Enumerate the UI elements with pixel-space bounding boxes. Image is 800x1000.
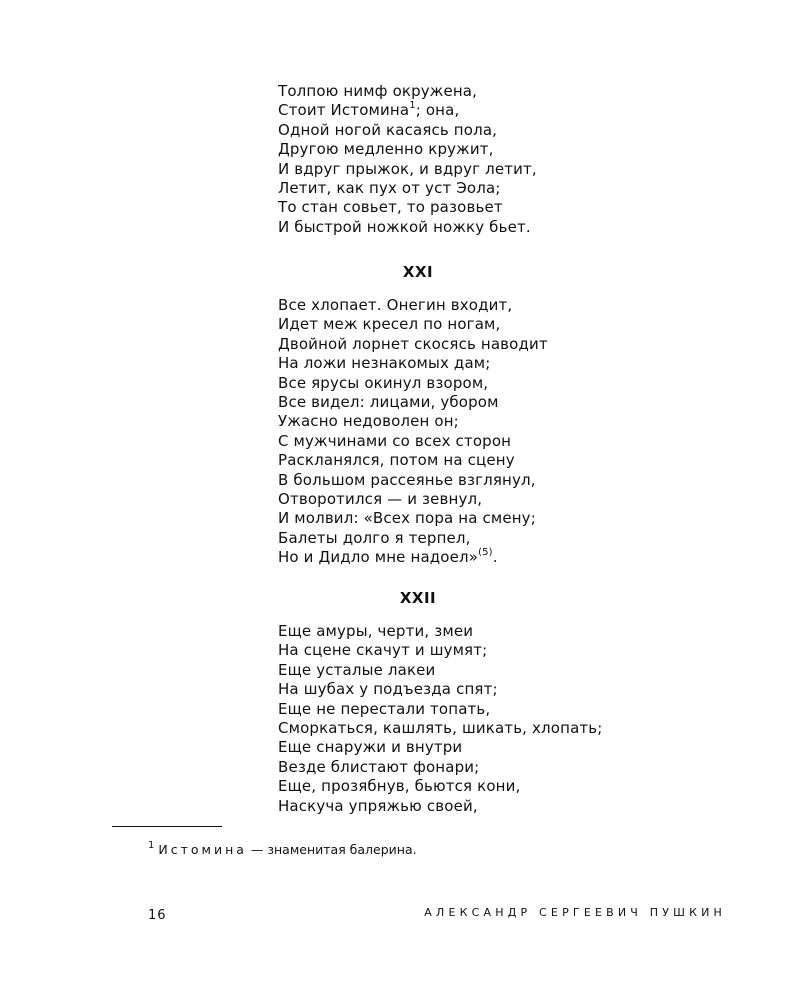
verse-line-text: ; она, (415, 101, 460, 120)
page-number: 16 (148, 908, 167, 923)
stanza-heading-xxii: XXII (399, 589, 437, 607)
stanza-xxii (278, 622, 603, 816)
endnote-marker[interactable]: (5) (478, 547, 493, 559)
verse-line: Балеты долго я терпел, (278, 528, 471, 547)
verse-line: Еще не перестали топать, (278, 699, 491, 718)
verse-line: Все ярусы окинул взором, (278, 373, 489, 392)
footnote-number: 1 (148, 839, 155, 851)
verse-line: Еще усталые лакеи (278, 660, 436, 679)
footnote-text: — знаменитая балерина. (246, 842, 417, 857)
verse-line (278, 101, 537, 120)
footnote (148, 839, 417, 857)
verse-line-text: . (492, 548, 498, 567)
verse-line: Еще, прозябнув, бьются кони, (278, 777, 521, 796)
verse-line: Еще снаружи и внутри (278, 738, 463, 757)
verse-line: На шубах у подъезда спят; (278, 680, 498, 699)
stanza-xxi (278, 296, 548, 568)
verse-line: Другою медленно кружит, (278, 140, 494, 159)
verse-line-text: Но и Дидло мне надоел» (278, 548, 479, 567)
verse-line: Толпою нимф окружена, (278, 82, 478, 100)
verse-line: Одной ногой касаясь пола, (278, 120, 498, 139)
verse-line: И молвил: «Всех пора на смену; (278, 509, 536, 528)
verse-line: То стан совьет, то разовьет (278, 198, 503, 217)
verse-line: Еще амуры, черти, змеи (278, 622, 474, 640)
verse-line: Двойной лорнет скосясь наводит (278, 334, 548, 353)
verse-line: Наскуча упряжью своей, (278, 796, 478, 815)
verse-line: Везде блистают фонари; (278, 757, 480, 776)
verse-line: В большом рассеянье взглянул, (278, 470, 536, 489)
footnote-divider (112, 826, 222, 827)
verse-line: И вдруг прыжок, и вдруг летит, (278, 159, 537, 178)
verse-line: И быстрой ножкой ножку бьет. (278, 217, 531, 236)
footnote-term: Истомина (158, 842, 247, 857)
verse-line: Идет меж кресел по ногам, (278, 315, 501, 334)
verse-line: Все хлопает. Онегин входит, (278, 296, 513, 314)
verse-line: Ужасно недоволен он; (278, 412, 459, 431)
verse-line: На ложи незнакомых дам; (278, 354, 491, 373)
running-head-author: АЛЕКСАНДР СЕРГЕЕВИЧ ПУШКИН (424, 906, 726, 919)
verse-line: Сморкаться, кашлять, шикать, хлопать; (278, 719, 603, 738)
footnote-marker[interactable]: 1 (409, 100, 416, 112)
stanza-xx-ending (278, 82, 537, 237)
verse-line (278, 548, 548, 567)
stanza-heading-xxi: XXI (402, 263, 434, 281)
verse-line: Раскланялся, потом на сцену (278, 451, 515, 470)
verse-line-text: Стоит Истомина (278, 101, 410, 120)
verse-line: На сцене скачут и шумят; (278, 641, 488, 660)
verse-line: Отворотился — и зевнул, (278, 490, 483, 509)
verse-line: С мужчинами со всех сторон (278, 431, 512, 450)
verse-line: Все видел: лицами, убором (278, 393, 499, 412)
verse-line: Летит, как пух от уст Эола; (278, 179, 501, 198)
